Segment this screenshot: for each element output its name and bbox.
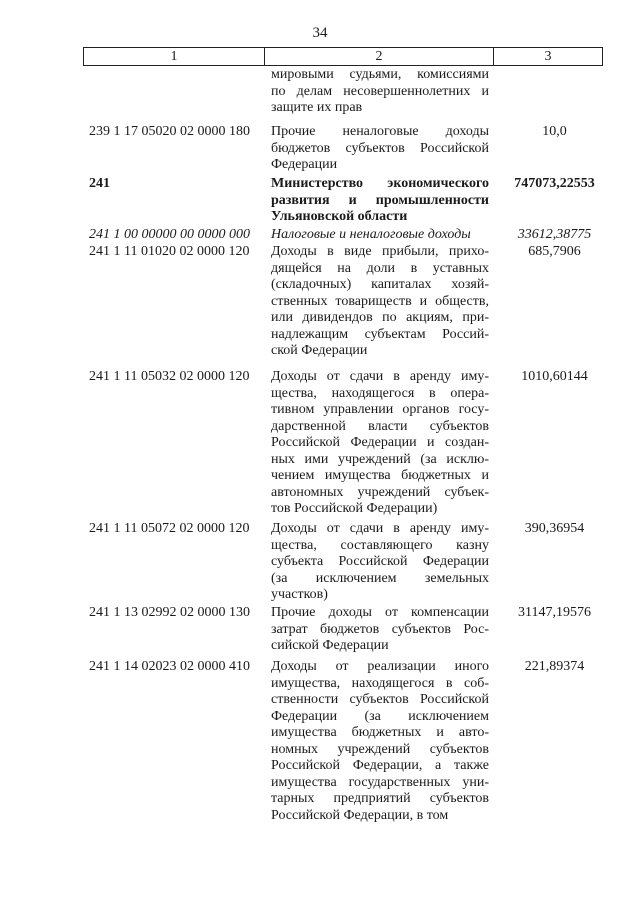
row-code: 241 bbox=[89, 176, 110, 191]
row-description-line: сийской Федерации bbox=[271, 638, 389, 653]
row-description-line: имущества, находящегося в соб- bbox=[271, 675, 489, 691]
row-description-line: номных учреждений субъектов bbox=[271, 741, 489, 757]
header-col-1: 1 bbox=[170, 49, 178, 64]
row-description-line: имущества бюджетных и авто- bbox=[271, 725, 489, 740]
row-description-line: Российской Федерации, в том bbox=[271, 807, 449, 823]
row-sum: 221,89374 bbox=[524, 659, 585, 674]
row-description-line: по делам несовершеннолетних и bbox=[271, 83, 489, 99]
header-col-2: 2 bbox=[375, 49, 383, 64]
row-description-line: чением имущества бюджетных и bbox=[271, 468, 489, 483]
row-description-line: Министерство экономического bbox=[271, 176, 489, 191]
header-col-3: 3 bbox=[544, 49, 552, 64]
row-code: 239 1 17 05020 02 0000 180 bbox=[89, 124, 250, 139]
page-number: 34 bbox=[312, 25, 328, 41]
row-description-line: Прочие доходы от компенсации bbox=[271, 605, 489, 620]
row-description-line: Российской Федерации, а также bbox=[271, 758, 489, 773]
row-sum: 747073,22553 bbox=[514, 176, 595, 191]
row-code: 241 1 11 05072 02 0000 120 bbox=[89, 521, 250, 536]
row-sum: 10,0 bbox=[542, 124, 567, 139]
row-description-line: тов Российской Федерации) bbox=[271, 501, 438, 516]
row-description-line: дарственной власти субъектов bbox=[271, 418, 489, 434]
row-sum: 31147,19576 bbox=[518, 605, 591, 620]
table-header bbox=[83, 47, 603, 66]
row-description-line: бюджетов субъектов Российской bbox=[271, 140, 489, 156]
row-code: 241 1 00 00000 00 0000 000 bbox=[89, 227, 250, 242]
row-sum: 390,36954 bbox=[524, 521, 585, 536]
row-description-line: Доходы от сдачи в аренду иму- bbox=[271, 521, 489, 536]
row-description-line: развития и промышленности bbox=[271, 192, 489, 208]
row-description-line: мировыми судьями, комиссиями bbox=[271, 67, 489, 82]
row-description-line: Российской Федерации и создан- bbox=[271, 435, 489, 450]
row-description-line: тарных предприятий субъектов bbox=[271, 791, 489, 806]
row-description-line: Налоговые и неналоговые доходы bbox=[271, 227, 471, 242]
row-description-line: Доходы в виде прибыли, прихо- bbox=[271, 244, 489, 259]
row-description-line: ской Федерации bbox=[271, 343, 368, 358]
row-code: 241 1 13 02992 02 0000 130 bbox=[89, 605, 250, 620]
row-description-line: автономных учреждений субъек- bbox=[271, 484, 489, 500]
row-description-line: имущества государственных уни- bbox=[271, 774, 489, 790]
row-sum: 685,7906 bbox=[528, 244, 581, 259]
row-description-line: Ульяновской области bbox=[271, 209, 408, 224]
row-code: 241 1 11 05032 02 0000 120 bbox=[89, 369, 250, 384]
row-description-line: дящейся на доли в уставных bbox=[271, 260, 489, 276]
row-description-line: Доходы от реализации иного bbox=[271, 659, 489, 674]
row-description-line: щества, находящегося в опера- bbox=[271, 385, 489, 401]
row-sum: 1010,60144 bbox=[521, 369, 588, 384]
row-description-line: участков) bbox=[271, 587, 328, 602]
row-sum: 33612,38775 bbox=[517, 227, 592, 242]
row-description-line: ственных товариществ и обществ, bbox=[271, 293, 489, 309]
row-description-line: Доходы от сдачи в аренду иму- bbox=[271, 369, 489, 384]
row-code: 241 1 14 02023 02 0000 410 bbox=[89, 659, 250, 674]
row-description-line: субъекта Российской Федерации bbox=[271, 554, 489, 569]
row-description-line: (за исключением земельных bbox=[271, 570, 489, 586]
row-description-line: тивном управлении органов госу- bbox=[271, 402, 489, 417]
row-description-line: Федерации (за исключением bbox=[271, 708, 489, 724]
row-description-line: защите их прав bbox=[271, 100, 363, 115]
row-description-line: ственности субъектов Российской bbox=[271, 692, 489, 707]
row-description-line: ных ими учреждений (за исклю- bbox=[271, 451, 489, 467]
row-description-line: Федерации bbox=[271, 157, 338, 172]
row-description-line: Прочие неналоговые доходы bbox=[271, 124, 489, 139]
row-description-line: затрат бюджетов субъектов Рос- bbox=[271, 621, 489, 637]
row-description-line: щества, составляющего казну bbox=[271, 537, 489, 553]
row-code: 241 1 11 01020 02 0000 120 bbox=[89, 244, 250, 259]
row-description-line: надлежащим субъектам Россий- bbox=[271, 326, 489, 342]
row-description-line: (складочных) капиталах хозяй- bbox=[271, 277, 489, 292]
row-description-line: или дивидендов по акциям, при- bbox=[271, 310, 489, 325]
